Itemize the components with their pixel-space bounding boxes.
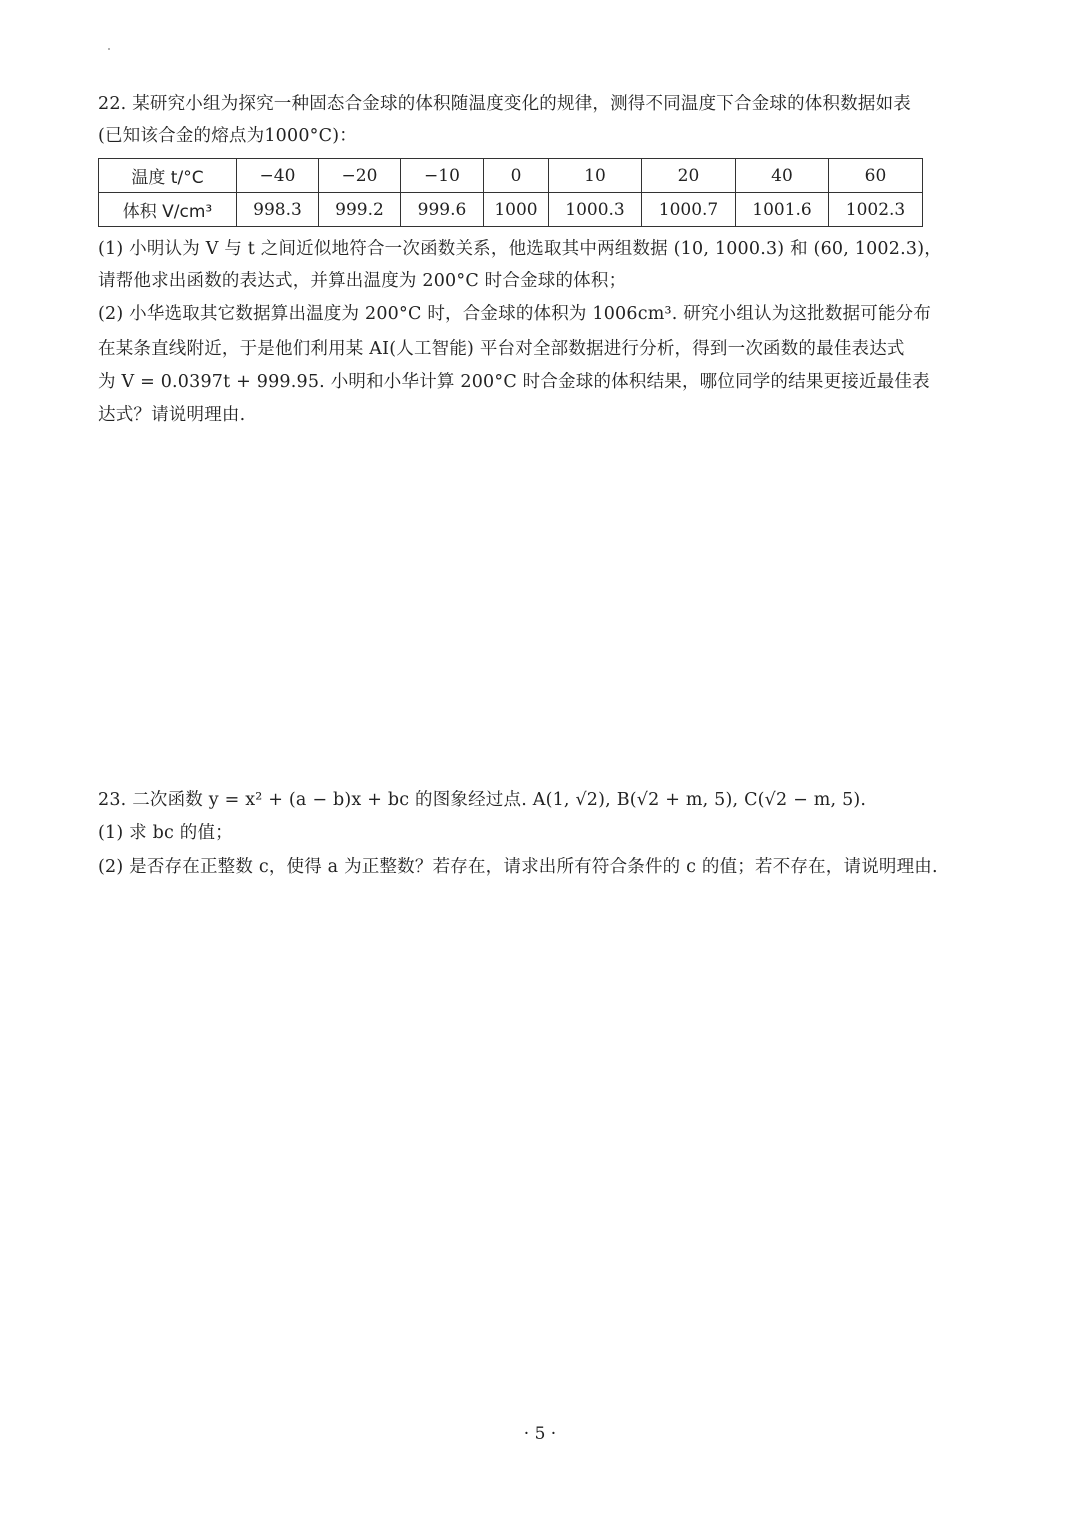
temperature-cell: 10 [549, 159, 642, 193]
volume-label: 体积 V/cm³ [99, 193, 237, 227]
temperature-row [99, 159, 923, 193]
q22-part1-line2: 请帮他求出函数的表达式，并算出温度为 200°C 时合金球的体积； [98, 271, 627, 291]
temperature-volume-table [98, 158, 923, 227]
temperature-cell: −40 [237, 159, 319, 193]
q22-part2-line2: 在某条直线附近，于是他们利用某 AI(人工智能) 平台对全部数据进行分析，得到一次函数的最佳表达式 [98, 339, 905, 359]
q22-intro-line2: (已知该合金的熔点为1000°C)： [98, 126, 357, 146]
q22-part1-line1: (1) 小明认为 V 与 t 之间近似地符合一次函数关系，他选取其中两组数据 (10, 1000.3) 和 (60, 1002.3)， [98, 239, 942, 259]
volume-cell: 1000.3 [549, 193, 642, 227]
volume-cell: 1001.6 [736, 193, 829, 227]
volume-cell: 1000.7 [642, 193, 736, 227]
temperature-cell: −10 [401, 159, 484, 193]
scan-dot [108, 48, 110, 50]
volume-row [99, 193, 923, 227]
q22-part2-line1: (2) 小华选取其它数据算出温度为 200°C 时，合金球的体积为 1006cm³. 研究小组认为这批数据可能分布 [98, 304, 932, 324]
temperature-label: 温度 t/°C [99, 159, 237, 193]
temperature-cell: 60 [829, 159, 923, 193]
q23-part1: (1) 求 bc 的值； [98, 823, 233, 843]
volume-cell: 1002.3 [829, 193, 923, 227]
q23-part2: (2) 是否存在正整数 c，使得 a 为正整数？若存在，请求出所有符合条件的 c 的值；若不存在，请说明理由. [98, 857, 938, 877]
q22-intro-line1: 22. 某研究小组为探究一种固态合金球的体积随温度变化的规律，测得不同温度下合金球的体积数据如表 [98, 94, 911, 114]
temperature-cell: −20 [319, 159, 401, 193]
volume-cell: 998.3 [237, 193, 319, 227]
temperature-cell: 40 [736, 159, 829, 193]
volume-cell: 999.2 [319, 193, 401, 227]
volume-cell: 999.6 [401, 193, 484, 227]
volume-cell: 1000 [484, 193, 549, 227]
q22-part2-line3: 为 V = 0.0397t + 999.95. 小明和小华计算 200°C 时合金球的体积结果，哪位同学的结果更接近最佳表 [98, 372, 930, 392]
temperature-cell: 0 [484, 159, 549, 193]
q23-intro: 23. 二次函数 y = x² + (a − b)x + bc 的图象经过点. A(1, √2), B(√2 + m, 5), C(√2 − m, 5). [98, 790, 867, 810]
temperature-cell: 20 [642, 159, 736, 193]
page-number: · 5 · [523, 1424, 557, 1444]
q22-part2-line4: 达式？请说明理由. [98, 405, 246, 425]
